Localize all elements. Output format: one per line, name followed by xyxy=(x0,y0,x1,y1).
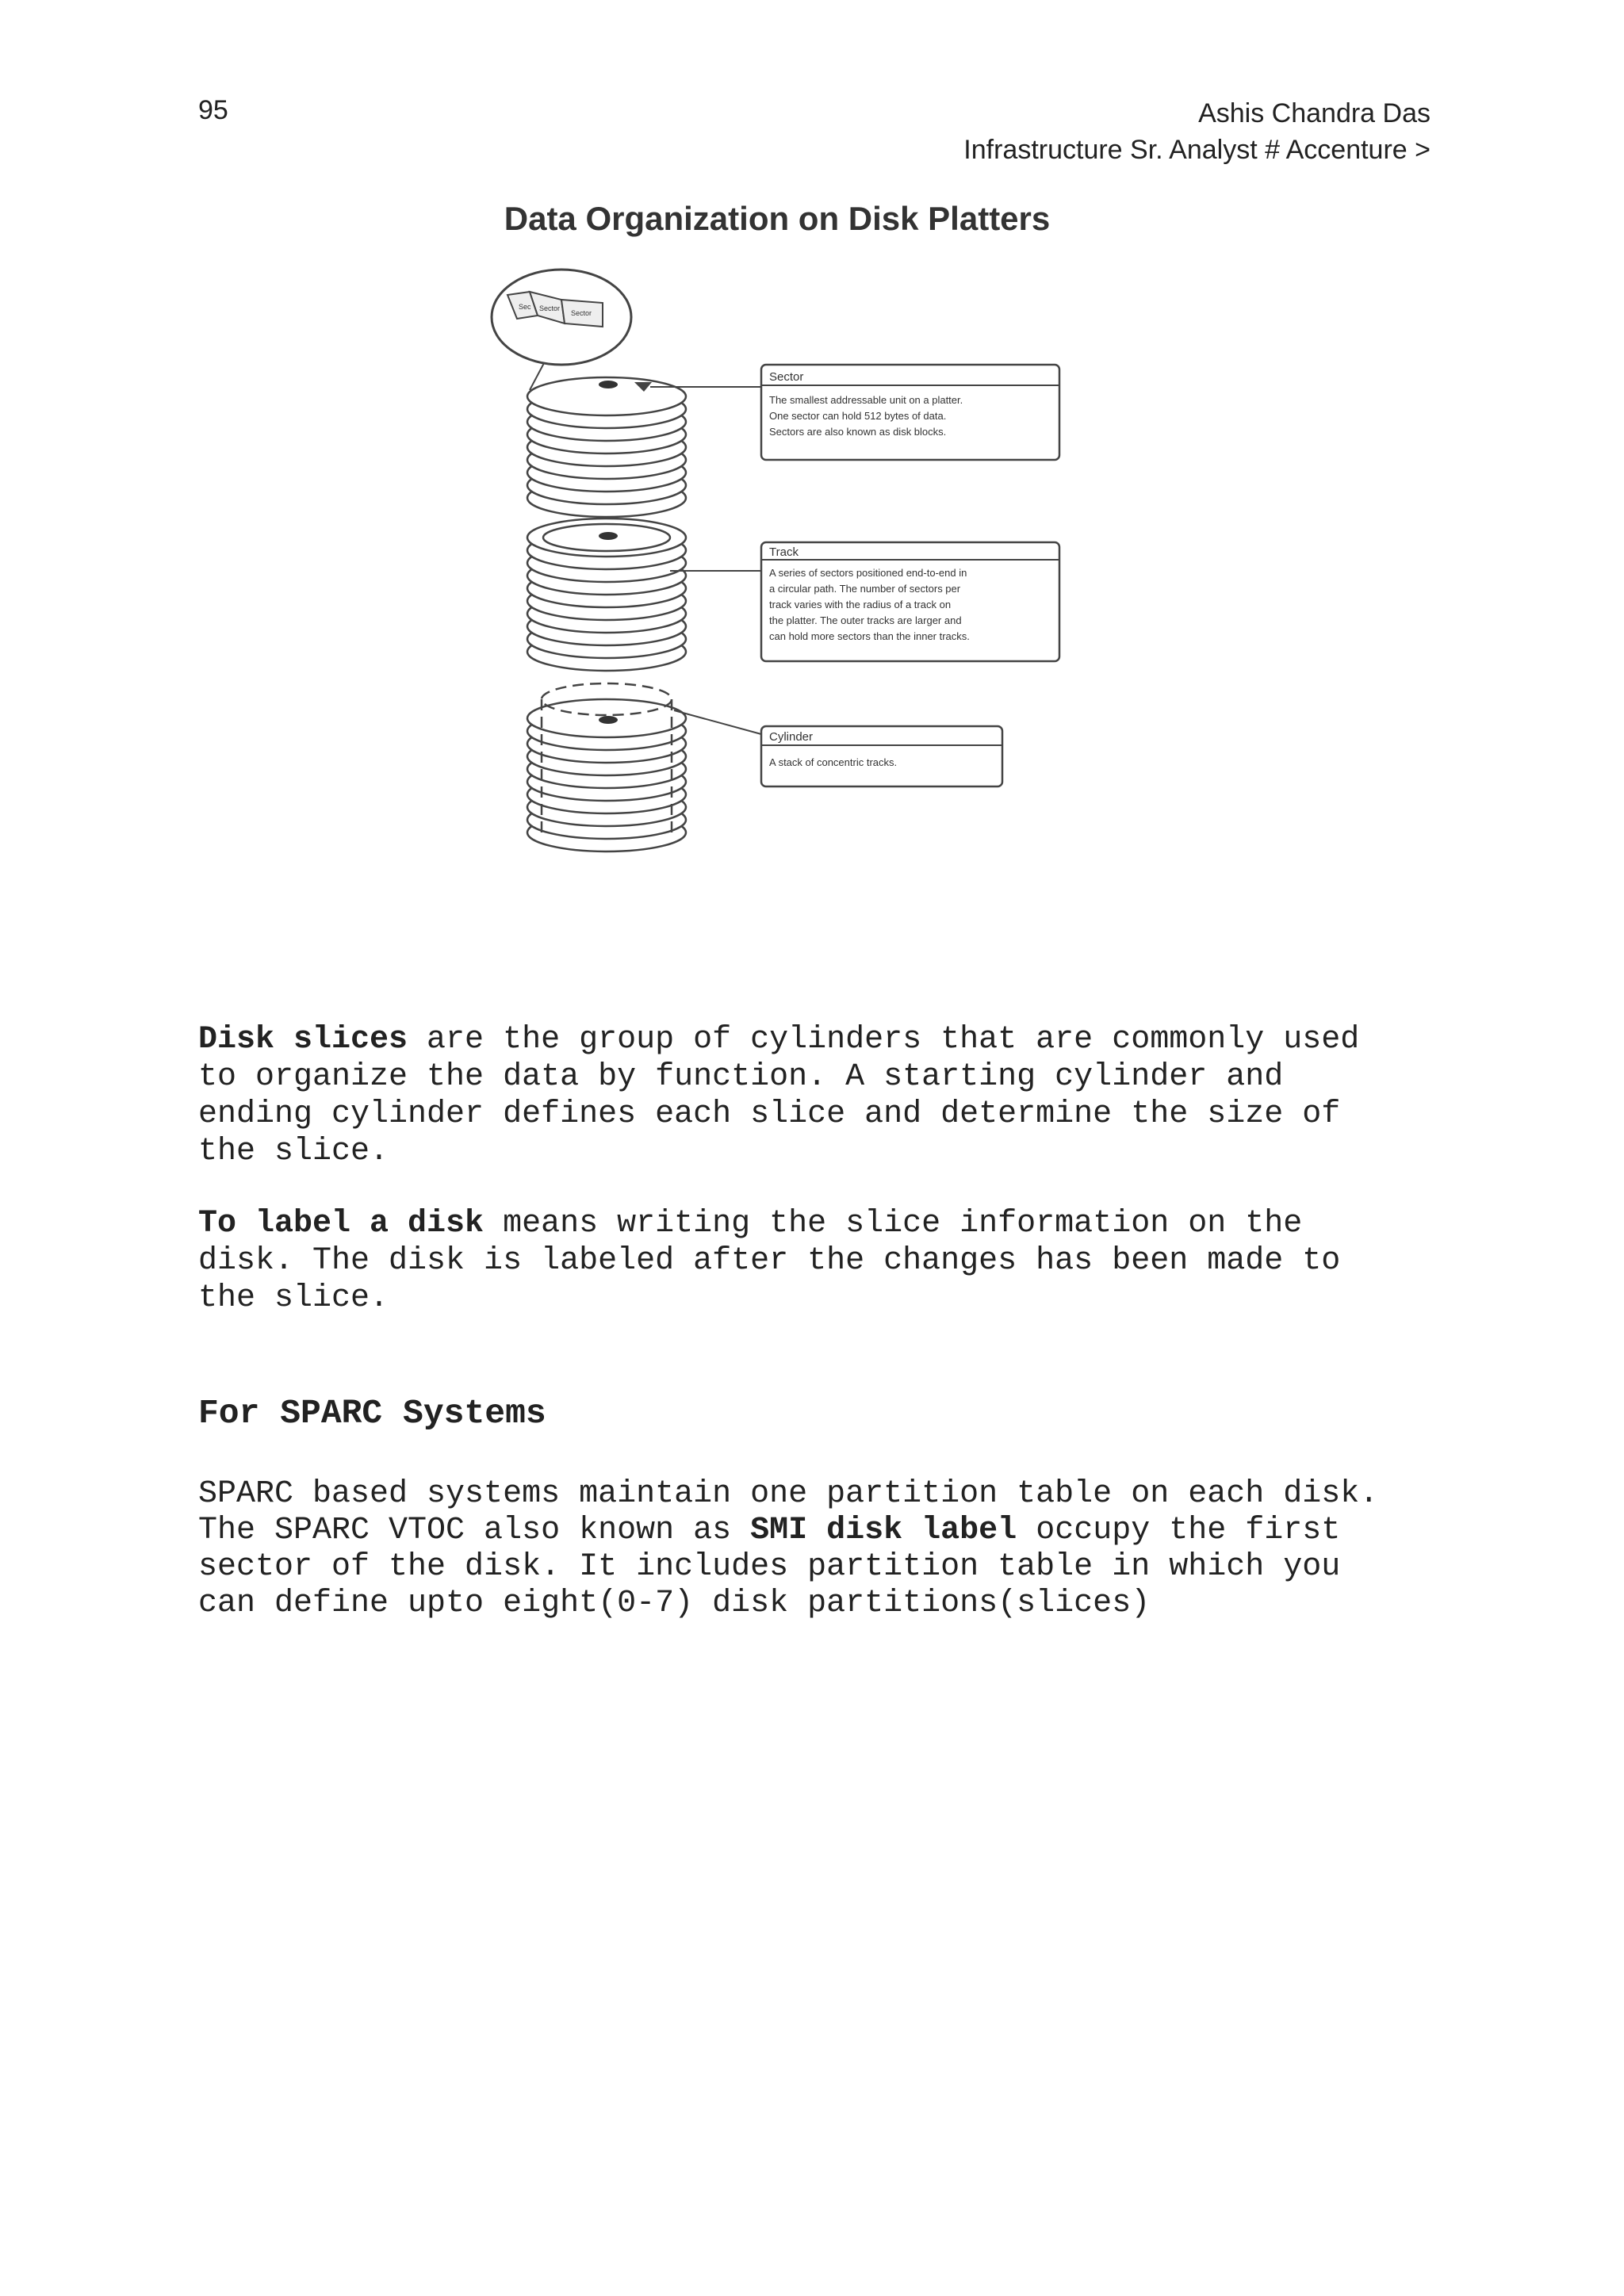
page-number: 95 xyxy=(198,95,228,125)
term-disk-slices: Disk slices xyxy=(198,1022,408,1058)
platter-stack-sector xyxy=(527,377,686,517)
zoom-label-1: Sec xyxy=(519,303,531,311)
paragraph-disk-slices xyxy=(198,1021,1467,1170)
figure-title: Data Organization on Disk Platters xyxy=(504,200,1051,237)
cylinder-title: Cylinder xyxy=(769,730,814,744)
track-line-4: the platter. The outer tracks are larger and xyxy=(769,614,962,626)
track-line-3: track varies with the radius of a track on xyxy=(769,599,952,610)
author-subtitle: Infrastructure Sr. Analyst # Accenture > xyxy=(963,135,1431,165)
term-label-disk: To label a disk xyxy=(198,1206,485,1242)
sector-title: Sector xyxy=(769,370,804,384)
track-line-5: can hold more sectors than the inner tracks. xyxy=(769,630,970,642)
sparc-text-a: SPARC based systems maintain one partition table on each disk. The SPARC VTOC also known as xyxy=(198,1476,1379,1548)
zoom-label-2: Sector xyxy=(539,304,561,312)
track-line-2: a circular path. The number of sectors per xyxy=(769,583,961,595)
platter-stack-track xyxy=(527,519,686,671)
cylinder-callout xyxy=(674,710,1002,786)
paragraph-label-disk xyxy=(198,1205,1467,1317)
section-heading: For SPARC Systems xyxy=(198,1394,546,1433)
cylinder-line-1: A stack of concentric tracks. xyxy=(769,756,898,768)
track-line-1: A series of sectors positioned end-to-end in xyxy=(769,567,967,579)
platter-stack-cylinder xyxy=(527,699,686,851)
term-smi-disk-label: SMI disk label xyxy=(750,1513,1017,1548)
label-disk-text: means writing the slice information on the disk. The disk is labeled after the changes has been made to the slice. xyxy=(198,1206,1341,1316)
track-callout xyxy=(670,542,1059,661)
author-name: Ashis Chandra Das xyxy=(1198,98,1431,128)
zoom-label-3: Sector xyxy=(571,309,592,317)
sector-callout xyxy=(650,365,1059,460)
sparc-text-b: occupy the first sector of the disk. It includes partition table in which you can define upto eight(0-7) disk partitions(slices) xyxy=(198,1513,1341,1621)
paragraph-sparc xyxy=(198,1476,1467,1622)
zoom-circle xyxy=(492,270,631,390)
sector-line-2: One sector can hold 512 bytes of data. xyxy=(769,410,947,422)
sector-line-1: The smallest addressable unit on a platter. xyxy=(769,394,963,406)
track-title: Track xyxy=(769,545,799,559)
page-header xyxy=(963,95,1431,168)
disk-platter-figure xyxy=(444,198,1221,888)
disk-diagram xyxy=(444,198,1221,888)
sector-line-3: Sectors are also known as disk blocks. xyxy=(769,426,947,438)
disk-slices-text: are the group of cylinders that are commonly used to organize the data by function. A starting cylinder and ending cylinder defines each slice and determine the size of the slice. xyxy=(198,1022,1360,1169)
